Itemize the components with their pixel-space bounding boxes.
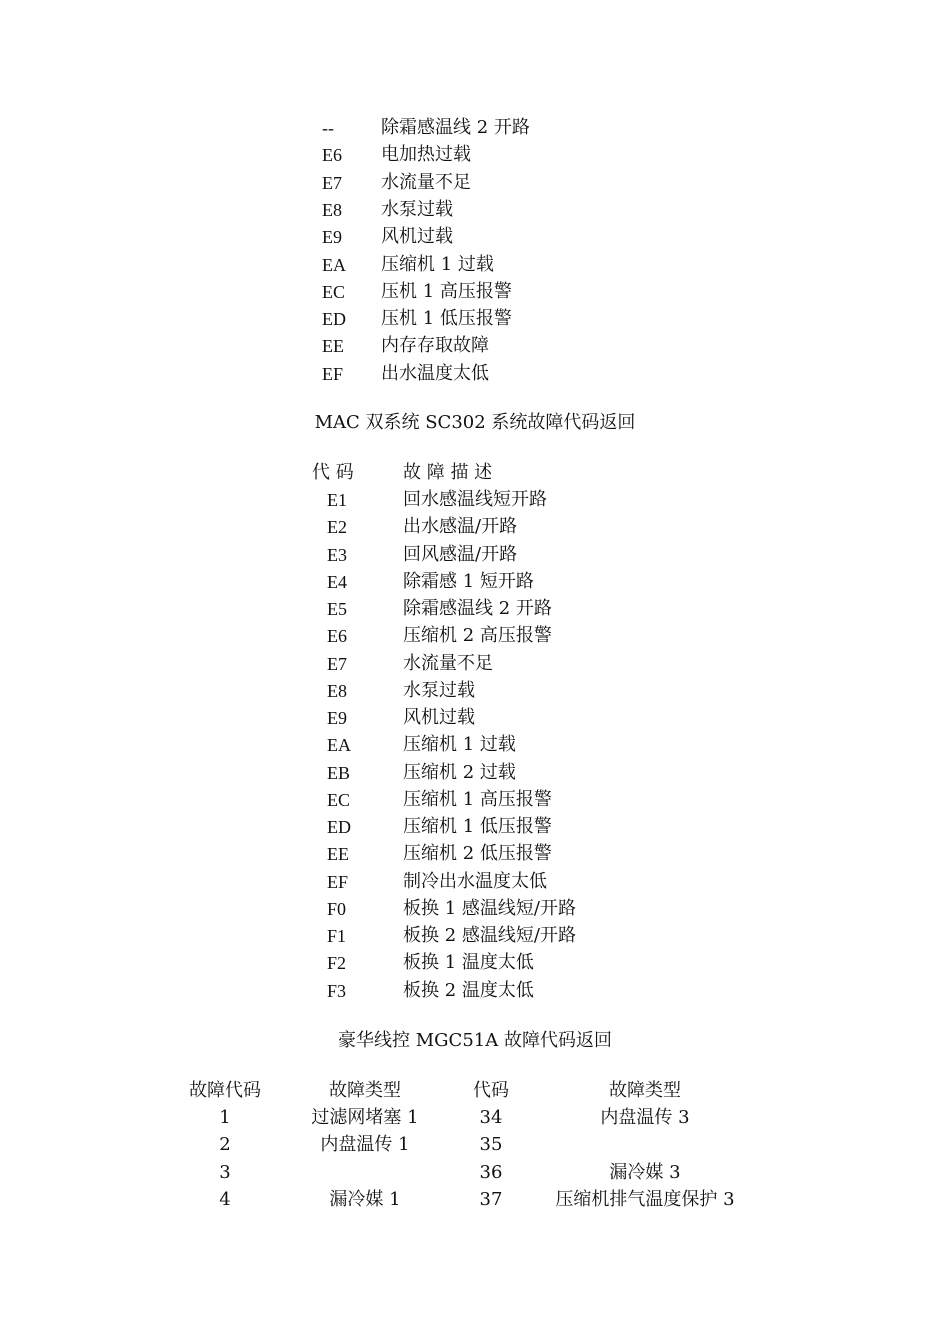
fault-code: E2 <box>327 517 347 538</box>
table-cell: 漏冷媒 1 <box>329 1188 401 1210</box>
list-item <box>0 623 950 649</box>
fault-code: EE <box>327 844 349 865</box>
fault-description: 水泵过载 <box>381 198 453 220</box>
fault-code: E8 <box>322 199 342 220</box>
table-header-cell: 代码 <box>473 1080 509 1101</box>
table-cell: 内盘温传 3 <box>600 1107 690 1128</box>
fault-description: 制冷出水温度太低 <box>403 870 547 892</box>
list-item <box>0 787 950 813</box>
fault-code: E9 <box>327 708 347 728</box>
table-cell <box>525 1132 765 1158</box>
fault-description: 水流量不足 <box>381 171 471 193</box>
list-item <box>0 978 950 1004</box>
list-item <box>0 306 950 332</box>
list-item <box>0 814 950 840</box>
list-item <box>0 142 950 168</box>
fault-code: F3 <box>327 980 347 1001</box>
fault-description: 出水温度太低 <box>381 362 489 384</box>
fault-description: 除霜感温线 2 开路 <box>381 117 530 138</box>
table-cell: 内盘温传 1 <box>320 1134 410 1156</box>
list-item <box>0 514 950 540</box>
table-cell: 3 <box>219 1161 231 1183</box>
fault-description: 压缩机 2 过载 <box>403 761 516 783</box>
fault-description: 除霜感温线 2 开路 <box>403 598 552 619</box>
table-cell: 压缩机排气温度保护 3 <box>555 1188 735 1210</box>
fault-code: -- <box>322 118 334 138</box>
fault-code: E4 <box>327 571 347 592</box>
fault-code: EF <box>322 363 344 384</box>
fault-code: E7 <box>322 172 342 193</box>
fault-description: 风机过载 <box>381 226 453 248</box>
header-description: 故 障 描 述 <box>403 462 493 483</box>
fault-description: 压机 1 高压报警 <box>381 280 512 302</box>
list-item <box>0 569 950 595</box>
table-header-cell: 故障代码 <box>189 1080 261 1101</box>
table-cell: 漏冷媒 3 <box>609 1161 681 1183</box>
fault-code: EC <box>322 281 346 302</box>
fault-description: 电加热过载 <box>381 144 471 166</box>
fault-description: 压缩机 1 低压报警 <box>403 816 552 837</box>
table-cell: 34 <box>479 1107 503 1128</box>
section-title-sc302: MAC 双系统 SC302 系统故障代码返回 <box>314 412 636 433</box>
list-item <box>0 224 950 250</box>
list-item <box>0 923 950 949</box>
table-cell: 35 <box>479 1134 503 1156</box>
fault-description: 压机 1 低压报警 <box>381 308 512 330</box>
fault-description: 出水感温/开路 <box>403 516 518 538</box>
fault-code: E9 <box>322 227 342 248</box>
list-item <box>0 115 950 141</box>
table-header-cell: 故障类型 <box>609 1080 681 1101</box>
fault-code: E6 <box>322 145 342 166</box>
table-cell: 4 <box>219 1188 231 1210</box>
list-item <box>0 252 950 278</box>
fault-code: E1 <box>327 490 347 510</box>
fault-description: 水流量不足 <box>403 652 493 674</box>
list-item <box>0 197 950 223</box>
list-item <box>0 732 950 758</box>
fault-code: E7 <box>327 653 347 674</box>
fault-description: 板换 2 温度太低 <box>403 979 534 1001</box>
list-item <box>0 869 950 895</box>
list-item <box>0 170 950 196</box>
list-item <box>0 760 950 786</box>
fault-description: 内存存取故障 <box>381 335 489 357</box>
fault-description: 压缩机 2 高压报警 <box>403 625 552 647</box>
list-item <box>0 678 950 704</box>
fault-code: E6 <box>327 626 347 647</box>
list-item <box>0 279 950 305</box>
fault-description: 压缩机 1 高压报警 <box>403 788 552 810</box>
table-cell: 过滤网堵塞 1 <box>311 1107 419 1128</box>
fault-code: E8 <box>327 680 347 701</box>
list-item <box>0 487 950 513</box>
fault-code: ED <box>327 817 351 837</box>
fault-description: 水泵过载 <box>403 679 475 701</box>
fault-description: 板换 2 感温线短/开路 <box>403 925 576 946</box>
fault-code: ED <box>322 309 346 330</box>
fault-code: EA <box>322 254 346 275</box>
list-item <box>0 896 950 922</box>
fault-description: 压缩机 1 过载 <box>381 253 494 275</box>
list-item <box>0 841 950 867</box>
sc302-header-row <box>0 460 950 486</box>
table-cell: 37 <box>479 1188 503 1210</box>
fault-code: EB <box>327 762 351 783</box>
fault-description: 板换 1 感温线短/开路 <box>403 897 576 919</box>
fault-code: EF <box>327 871 349 892</box>
list-item <box>0 950 950 976</box>
fault-code: E5 <box>327 599 347 619</box>
table-cell <box>265 1160 465 1186</box>
fault-description: 压缩机 1 过载 <box>403 734 516 756</box>
table-cell: 1 <box>219 1107 231 1128</box>
table-header-cell: 故障类型 <box>329 1080 401 1101</box>
list-item <box>0 596 950 622</box>
fault-description: 风机过载 <box>403 707 475 728</box>
fault-code: EE <box>322 336 344 357</box>
fault-code: F1 <box>327 926 347 946</box>
list-item <box>0 705 950 731</box>
fault-code: F0 <box>327 898 347 919</box>
fault-code: E3 <box>327 544 347 565</box>
fault-code: EA <box>327 735 351 756</box>
fault-description: 除霜感 1 短开路 <box>403 570 534 592</box>
table-cell: 2 <box>219 1134 231 1156</box>
table-cell: 36 <box>479 1161 503 1183</box>
header-code: 代 码 <box>312 462 354 483</box>
list-item <box>0 542 950 568</box>
fault-description: 回风感温/开路 <box>403 543 518 565</box>
fault-description: 板换 1 温度太低 <box>403 952 534 974</box>
list-item <box>0 361 950 387</box>
list-item <box>0 651 950 677</box>
fault-description: 回水感温线短开路 <box>403 489 547 510</box>
section-title-mgc51a: 豪华线控 MGC51A 故障代码返回 <box>338 1030 612 1051</box>
fault-code: EC <box>327 789 351 810</box>
fault-code: F2 <box>327 953 347 974</box>
list-item <box>0 333 950 359</box>
fault-description: 压缩机 2 低压报警 <box>403 843 552 865</box>
